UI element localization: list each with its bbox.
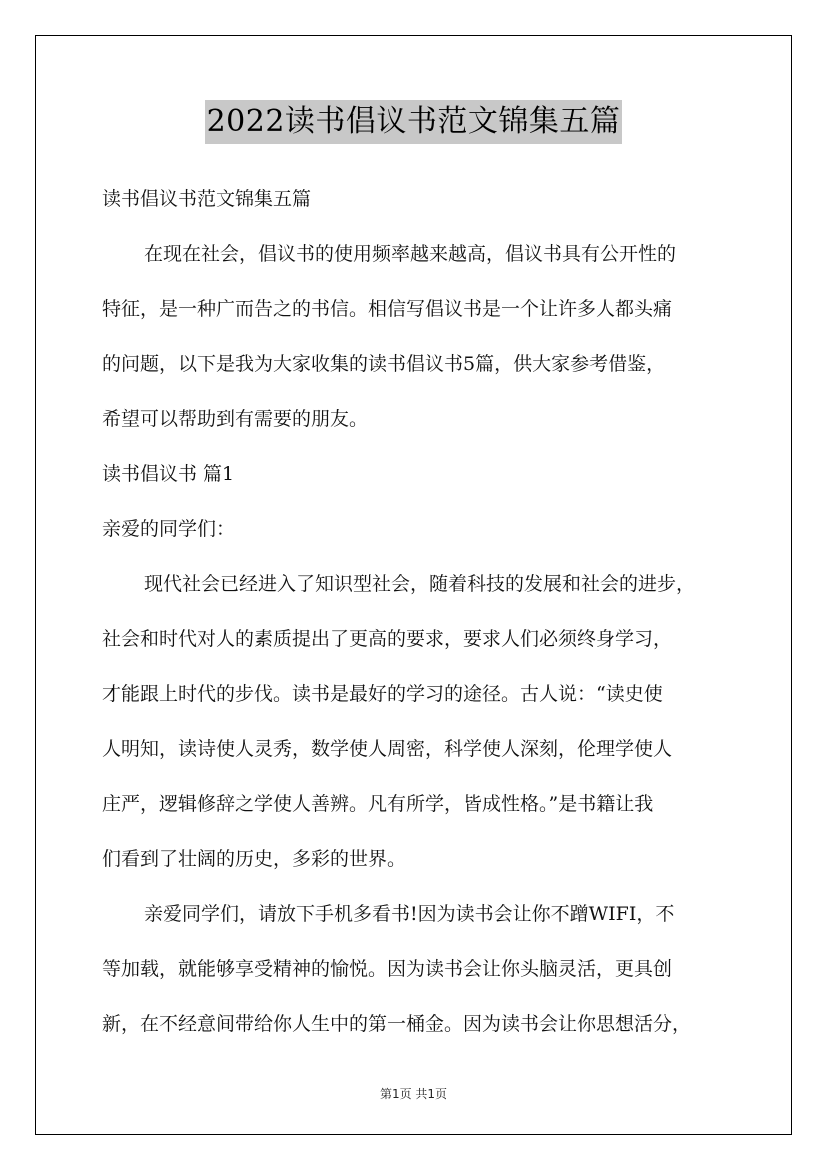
text-line: 希望可以帮助到有需要的朋友。	[102, 408, 369, 430]
text-line: 社会和时代对人的素质提出了更高的要求，要求人们必须终身学习，	[102, 628, 673, 650]
text-line: 亲爱的同学们：	[102, 518, 236, 540]
text-line: 们看到了壮阔的历史，多彩的世界。	[102, 848, 407, 870]
text-line: 新，在不经意间带给你人生中的第一桶金。因为读书会让你思想活分，	[102, 1013, 692, 1035]
title-wrap	[0, 100, 827, 144]
text-line: 的问题，以下是我为大家收集的读书倡议书5篇，供大家参考借鉴，	[102, 353, 666, 375]
text-line: 庄严，逻辑修辞之学使人善辨。凡有所学，皆成性格。”是书籍让我	[102, 793, 654, 815]
page-footer: 第1页 共1页	[379, 1087, 448, 1101]
text-line: 才能跟上时代的步伐。读书是最好的学习的途径。古人说：“读史使	[102, 683, 663, 705]
text-line: 等加载，就能够享受精神的愉悦。因为读书会让你头脑灵活，更具创	[102, 958, 673, 980]
text-line: 读书倡议书范文锦集五篇	[102, 188, 312, 210]
document-body	[102, 172, 732, 1052]
text-line: 亲爱同学们，请放下手机多看书!因为读书会让你不蹭WIFI，不	[144, 903, 675, 925]
text-line: 读书倡议书 篇1	[102, 463, 235, 485]
text-line: 特征，是一种广而告之的书信。相信写倡议书是一个让许多人都头痛	[102, 298, 673, 320]
document-title: 2022读书倡议书范文锦集五篇	[205, 100, 623, 144]
text-line: 在现在社会，倡议书的使用频率越来越高，倡议书具有公开性的	[144, 243, 677, 265]
text-line: 人明知，读诗使人灵秀，数学使人周密，科学使人深刻，伦理学使人	[102, 738, 673, 760]
text-line: 现代社会已经进入了知识型社会，随着科技的发展和社会的进步，	[144, 573, 696, 595]
